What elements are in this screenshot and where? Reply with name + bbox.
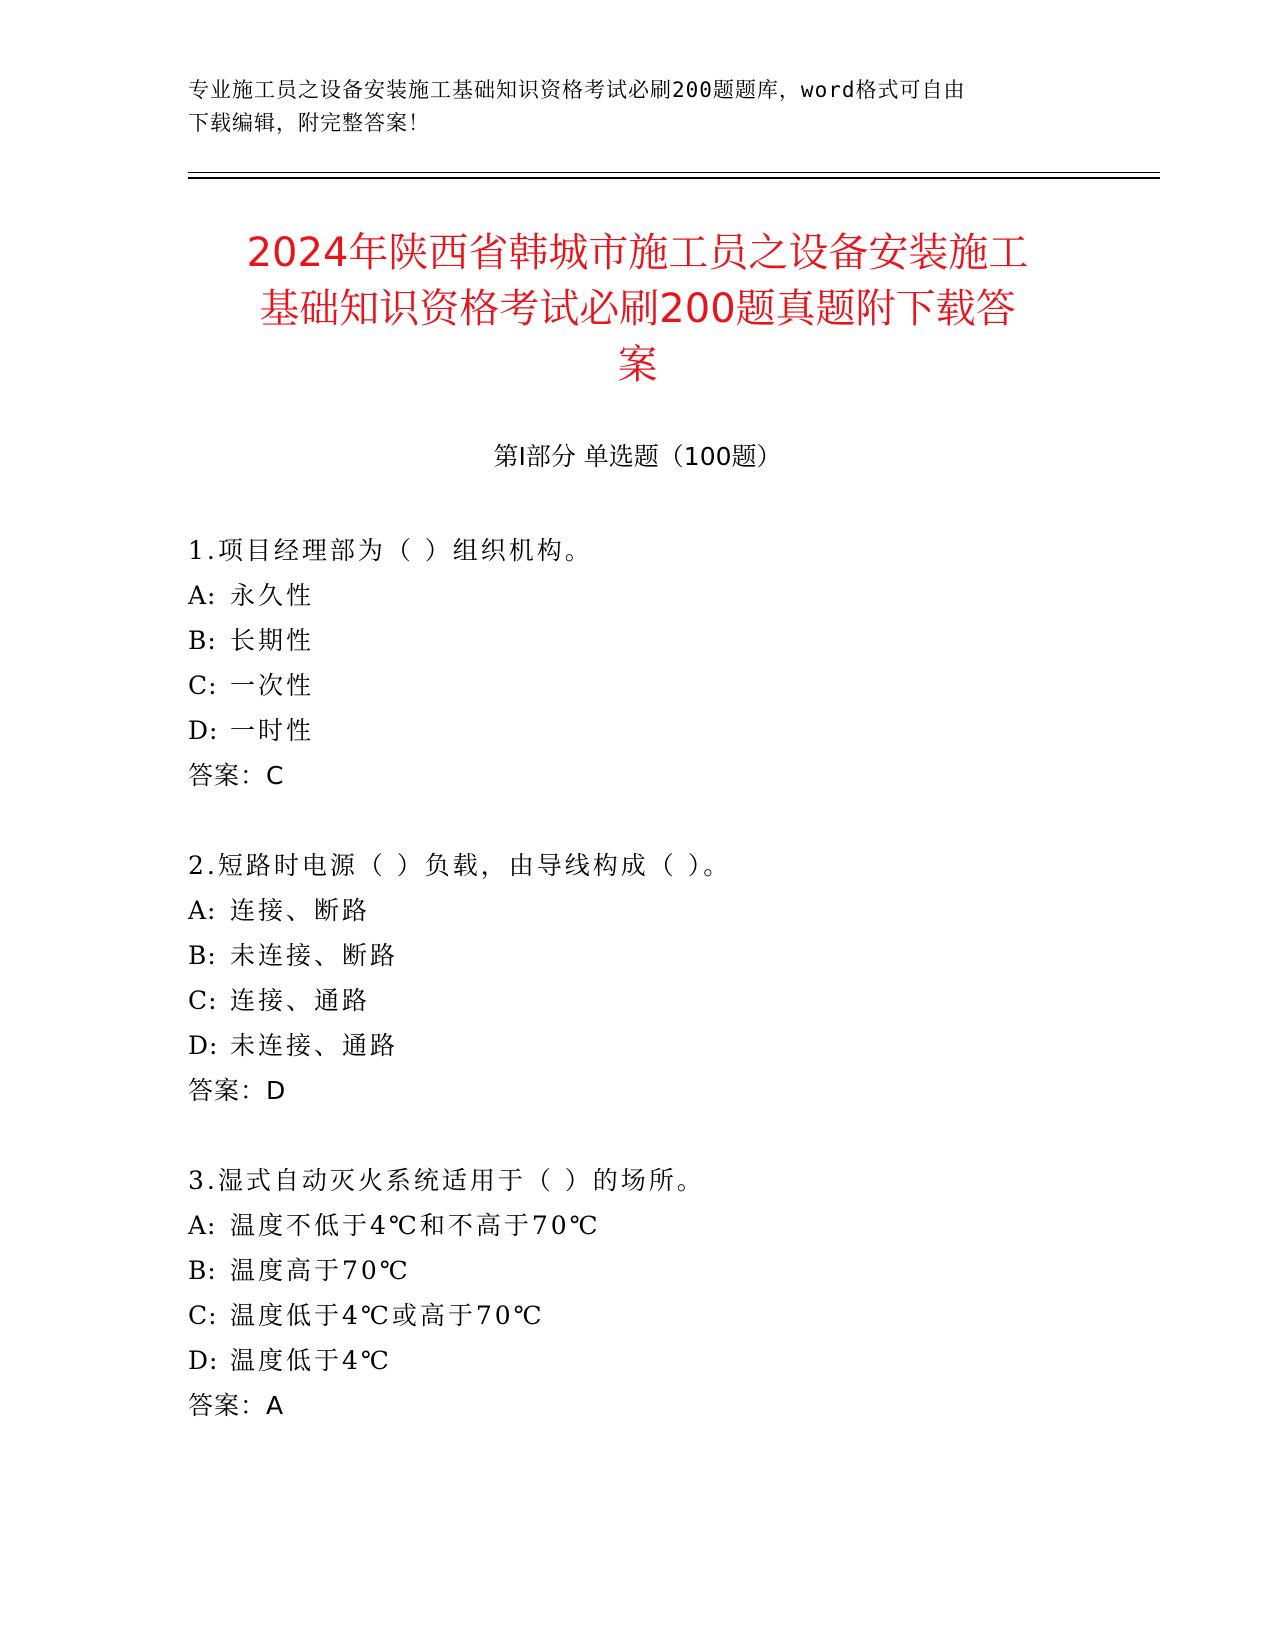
option-c [188,1293,1088,1338]
option-text: 未连接、断路 [230,941,399,970]
option-d [188,708,1088,753]
option-text: 一次性 [230,671,315,700]
option-c [188,663,1088,708]
option-d [188,1023,1088,1068]
question-3 [188,1158,1088,1428]
question-2 [188,843,1088,1113]
question-stem: 1.项目经理部为（ ）组织机构。 [188,536,593,565]
section-heading: 第Ⅰ部分 单选题（100题） [493,442,782,471]
header-note-line-2: 下载编辑，附完整答案！ [188,111,430,135]
option-key: A: [188,1211,217,1240]
header-divider-bottom [188,177,1160,179]
header-note-line-1: 专业施工员之设备安装施工基础知识资格考试必刷200题题库，word格式可自由 [188,78,966,102]
option-b [188,933,1088,978]
document-title-line-1: 2024年陕西省韩城市施工员之设备安装施工 [246,230,1029,276]
option-text: 温度低于4℃ [230,1346,392,1375]
option-a [188,573,1088,618]
header-note [188,74,1068,140]
question-stem: 3.湿式自动灭火系统适用于（ ）的场所。 [188,1166,705,1195]
option-text: 一时性 [230,716,315,745]
option-b [188,1248,1088,1293]
document-title-line-3: 案 [617,342,658,388]
document-title [170,225,1105,393]
option-a [188,888,1088,933]
question-1 [188,528,1088,798]
option-key: D: [188,1031,219,1060]
option-text: 连接、断路 [230,896,371,925]
option-key: C: [188,986,218,1015]
option-key: A: [188,896,217,925]
option-key: A: [188,581,217,610]
option-text: 长期性 [230,626,315,655]
option-b [188,618,1088,663]
option-a [188,1203,1088,1248]
option-text: 温度高于70℃ [230,1256,411,1285]
option-key: C: [188,671,218,700]
option-text: 温度低于4℃或高于70℃ [230,1301,545,1330]
option-text: 未连接、通路 [230,1031,399,1060]
option-d [188,1338,1088,1383]
option-key: B: [188,626,217,655]
header-divider-top [188,172,1160,173]
document-title-line-2: 基础知识资格考试必刷200题真题附下载答 [259,286,1016,332]
option-key: D: [188,716,219,745]
answer-line: 答案：D [188,1076,287,1105]
option-key: B: [188,941,217,970]
option-key: D: [188,1346,219,1375]
question-list [188,528,1088,1473]
option-text: 永久性 [230,581,315,610]
answer-line: 答案：A [188,1391,285,1420]
option-key: B: [188,1256,217,1285]
answer-line: 答案：C [188,761,285,790]
option-text: 连接、通路 [230,986,371,1015]
option-text: 温度不低于4℃和不高于70℃ [230,1211,601,1240]
option-key: C: [188,1301,218,1330]
option-c [188,978,1088,1023]
question-stem: 2.短路时电源（ ）负载，由导线构成（ ）。 [188,851,732,880]
